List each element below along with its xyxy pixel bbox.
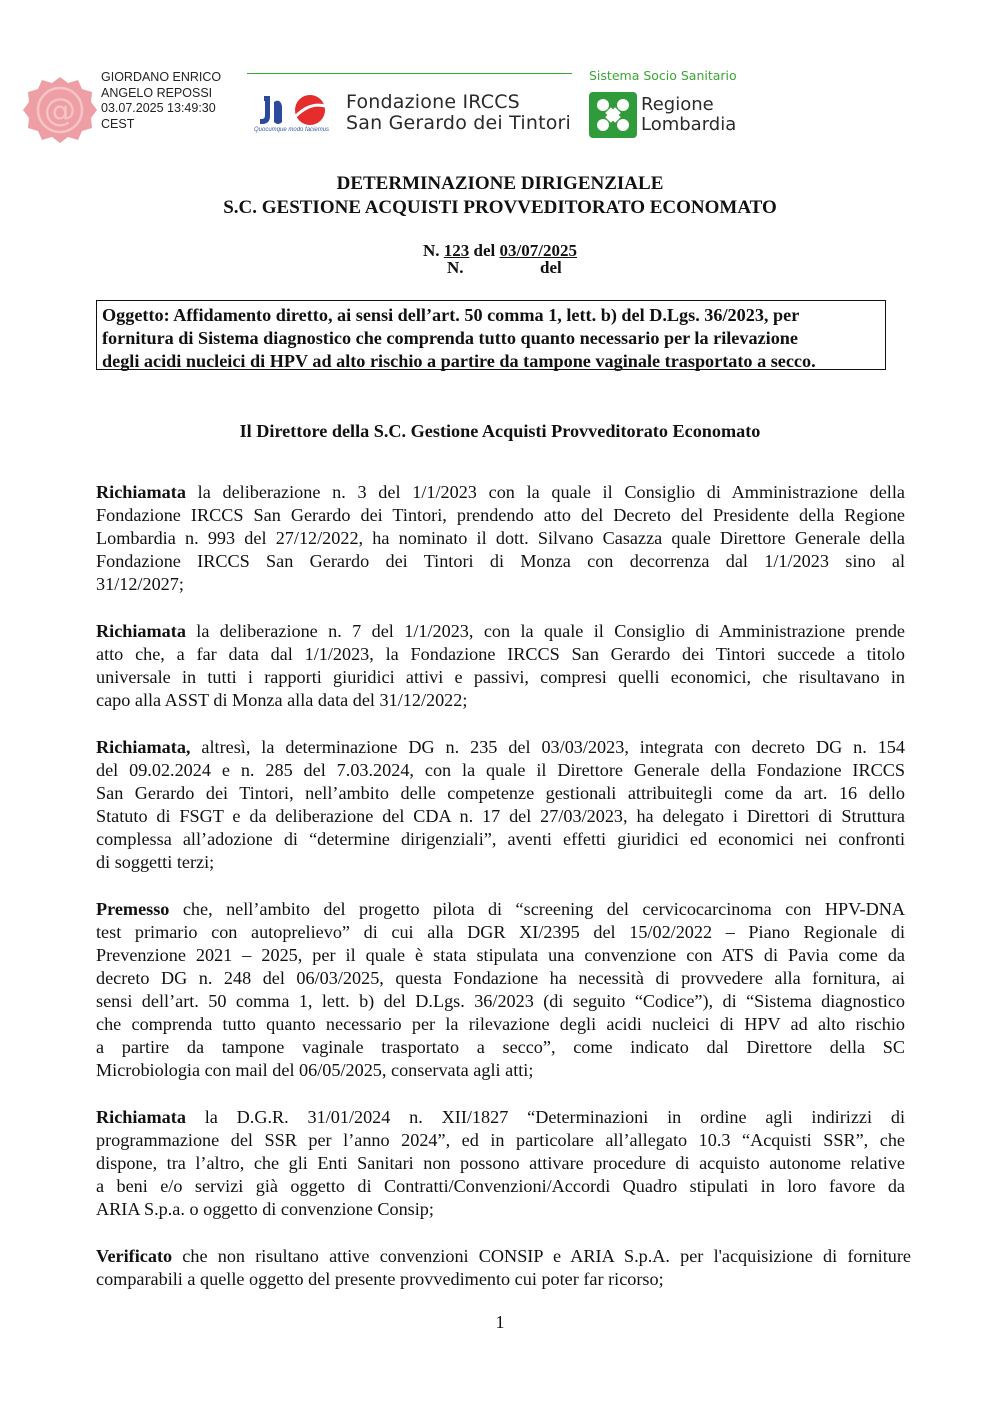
svg-text:@: @ [44,91,76,129]
fondazione-name-line: Fondazione IRCCS [346,91,520,113]
paragraph-line: che comprenda tutto quanto necessario per la rilevazione degli acidi nucleici di HPV ad alto rischio [96,1014,905,1034]
paragraph-line: che, nell’ambito del progetto pilota di “screening del cervicocarcinoma con HPV-DNA [169,899,905,919]
paragraph-line: decreto DG n. 248 del 06/03/2025, questa Fondazione ha necessità di provvedere alla fornitura, ai [96,968,905,988]
determination-date: 03/07/2025 [499,241,577,260]
paragraph-line: programmazione del SSR per l’anno 2024”, ed in particolare all’allegato 10.3 “Acquisti SSR”, che [96,1130,905,1150]
paragraph-line: a beni e/o servizi già oggetto di Contratti/Convenzioni/Accordi Quadro stipulati in loro favore da [96,1176,905,1196]
paragraph-line: la deliberazione n. 7 del 1/1/2023, con la quale il Consiglio di Amministrazione prende [185,621,905,641]
paragraph-line: che non risultano attive convenzioni CONSIP e ARIA S.p.A. per l'acquisizione di forniture [172,1246,911,1266]
paragraph-premesso [96,898,905,1082]
paragraph-richiamata-1 [96,481,905,596]
paragraph-line: Lombardia n. 993 del 27/12/2022, ha nominato il dott. Silvano Casazza quale Direttore Generale della [96,528,905,548]
paragraph-line: Microbiologia con mail del 06/05/2025, conservata agli atti; [96,1060,534,1080]
paragraph-line: Prevenzione 2021 – 2025, per il quale è stata stipulata una convenzione con ATS di Pavia come da [96,945,905,965]
paragraph-line: la deliberazione n. 3 del 1/1/2023 con la quale il Consiglio di Amministrazione della [185,482,905,502]
oggetto-line: Oggetto: Affidamento diretto, ai sensi dell’art. 50 comma 1, lett. b) del D.Lgs. 36/2023, per [102,305,800,325]
oggetto-box [96,300,886,370]
signature-info [101,70,246,132]
paragraph-line: 31/12/2027; [96,574,184,594]
document-title [0,172,1000,220]
paragraph-line: sensi dell’art. 50 comma 1, lett. b) del D.Lgs. 36/2023 (di seguito “Codice”), di “Sistema diagnostico [96,991,905,1011]
paragraph-line: atto che, a far data dal 1/1/2023, la Fondazione IRCCS San Gerardo dei Tintori succede a titolo [96,644,905,664]
paragraph-lead: Richiamata [96,482,186,502]
oggetto-line: fornitura di Sistema diagnostico che comprenda tutto quanto necessario per la rilevazione [102,328,798,348]
document-subtitle-line: S.C. GESTIONE ACQUISTI PROVVEDITORATO ECONOMATO [223,197,777,218]
determination-number-value: 123 [443,241,470,260]
n-label: N. [423,241,440,260]
regione-lombardia-name [641,95,736,135]
paragraph-line: di soggetti terzi; [96,852,215,872]
fondazione-name [346,92,571,134]
paragraph-line: altresì, la determinazione DG n. 235 del 03/03/2023, integrata con decreto DG n. 154 [190,737,905,757]
paragraph-richiamata-3 [96,736,905,874]
paragraph-lead: Richiamata [96,621,186,641]
signature-line: ANGELO REPOSSI [101,85,213,100]
paragraph-lead: Premesso [96,899,170,919]
determination-number-labels [447,258,562,278]
n-label-secondary: N. [447,258,464,277]
sistema-socio-sanitario-label: Sistema Socio Sanitario [589,68,737,83]
regione-name-line: Regione [641,94,714,115]
paragraph-line: ARIA S.p.a. o oggetto di convenzione Consip; [96,1199,434,1219]
del-label-secondary: del [540,258,562,277]
fondazione-name-line: San Gerardo dei Tintori [346,112,572,134]
paragraph-line: Statuto di FSGT e da deliberazione del CDA n. 17 del 27/03/2023, ha delegato i Direttori di Struttura [96,806,905,826]
signature-line: CEST [101,116,135,131]
digital-signature-seal-icon [22,75,98,145]
paragraph-richiamata-2 [96,620,905,712]
paragraph-line: la D.G.R. 31/01/2024 n. XII/1827 “Determinazioni in ordine agli indirizzi di [185,1107,905,1127]
regione-name-line: Lombardia [641,114,737,135]
paragraph-verificato [96,1245,911,1291]
paragraph-line: del 09.02.2024 e n. 285 del 7.03.2024, con la quale il Direttore Generale della Fondazione IRCCS [96,760,905,780]
paragraph-line: San Gerardo dei Tintori, nell’ambito delle competenze gestionali attribuitegli come da art. 16 dello [96,783,905,803]
paragraph-line: test primario con autoprelievo” di cui alla DGR XI/2395 del 15/02/2022 – Piano Regionale di [96,922,905,942]
fondazione-motto: Quocumque modo faciemus [254,127,330,133]
signature-line: 03.07.2025 13:49:30 [101,101,216,115]
paragraph-line: capo alla ASST di Monza alla data del 31/12/2022; [96,690,468,710]
paragraph-richiamata-4 [96,1106,905,1221]
fondazione-logo-icon [256,92,328,132]
document-title-line: DETERMINAZIONE DIRIGENZIALE [336,173,664,194]
director-heading: Il Direttore della S.C. Gestione Acquisti Provveditorato Economato [239,421,761,441]
paragraph-line: universale in tutti i rapporti giuridici attivi e passivi, compresi quelli economici, che risultavano in [96,667,905,687]
signature-line: GIORDANO ENRICO [101,70,222,84]
paragraph-line: complessa all’adozione di “determine dirigenziali”, aventi effetti giuridici ed economici nei confronti [96,829,905,849]
header-divider [247,73,572,74]
paragraph-lead: Richiamata [96,1107,186,1127]
paragraph-lead: Richiamata, [96,737,191,757]
regione-lombardia-logo-icon [589,92,637,138]
paragraph-lead: Verificato [96,1246,173,1266]
paragraph-line: dispone, tra l’altro, che gli Enti Sanitari non possono attivare procedure di acquisto autonome relative [96,1153,905,1173]
paragraph-line: Fondazione IRCCS San Gerardo dei Tintori, prendendo atto del Decreto del Presidente della Regione [96,505,905,525]
del-label: del [473,241,496,260]
page-number: 1 [495,1312,505,1332]
oggetto-line: degli acidi nucleici di HPV ad alto rischio a partire da tampone vaginale trasportato a secco. [102,351,816,371]
paragraph-line: a partire da tampone vaginale trasportato a secco”, come indicato dal Direttore della SC [96,1037,905,1057]
paragraph-line: comparabili a quelle oggetto del presente provvedimento cui poter far ricorso; [96,1269,664,1289]
paragraph-line: Fondazione IRCCS San Gerardo dei Tintori di Monza con decorrenza dal 1/1/2023 sino al [96,551,905,571]
